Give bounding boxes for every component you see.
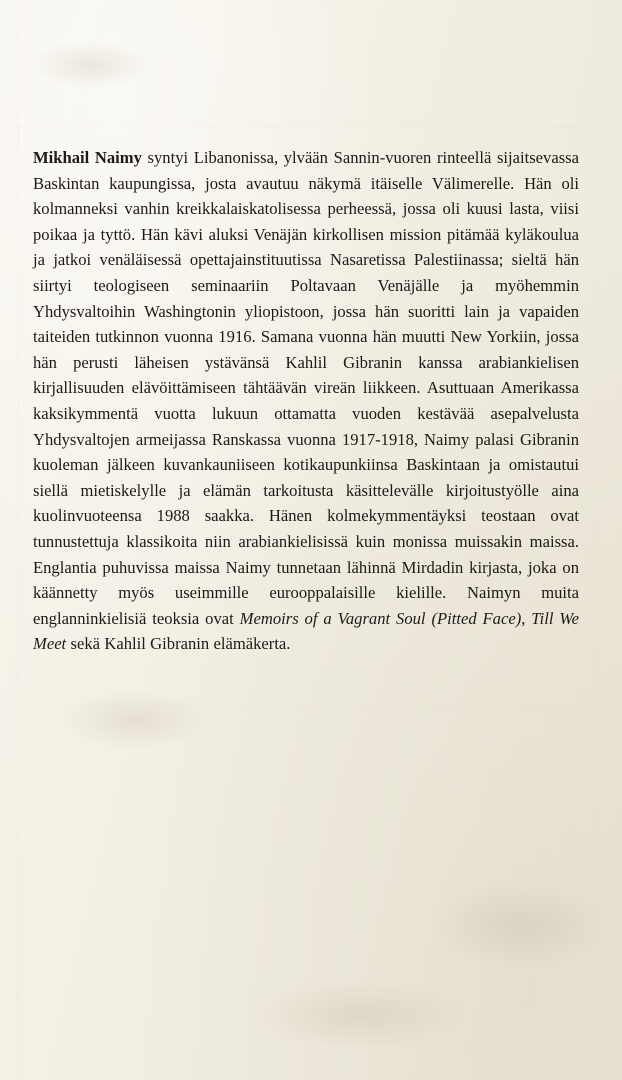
subject-name: Mikhail Naimy [33, 148, 142, 167]
paper-crease-horizontal-top [0, 126, 622, 127]
paper-smudge [430, 880, 610, 970]
body-text-segment-1: syntyi Libanonissa, ylvään Sannin-vuoren rinteellä sijaitsevassa Baskintan kaupungissa, josta avautuu näkymä itäiselle Välimerelle. Hän oli kolmanneksi vanhin kreikkalaiskatolisessa perheessä, jossa oli kuusi lasta, viisi poikaa ja tyttö. Hän kävi aluksi Venäjän kirkollisen mission pitämää kyläkoulua ja jatkoi venäläisessä opettajainstituutissa Nasaretissa Palestiinassa; sieltä hän siirtyi teologiseen seminaariin Poltavaan Venäjälle ja myöhemmin Yhdysvaltoihin Washingtonin yliopistoon, jossa hän suoritti lain ja vapaiden taiteiden tutkinnon vuonna 1916. Samana vuonna hän muutti New Yorkiin, jossa hän perusti läheisen ystävänsä Kahlil Gibranin kanssa arabiankielisen kirjallisuuden elävöittämiseen tähtäävän vireän liikkeen. Asuttuaan Amerikassa kaksikymmentä vuotta lukuun ottamatta vuoden kestävää asepalvelusta Yhdysvaltojen armeijassa Ranskassa vuonna 1917-1918, Naimy palasi Gibranin kuoleman jälkeen kuvankauniiseen kotikaupunkiinsa Baskintaan ja omistautui siellä mietiskelylle ja elämän tarkoitusta käsittelevälle kirjoitustyölle aina kuolinvuoteensa 1988 saakka. Hänen kolmekymmentäyksi teostaan ovat tunnustettuja klassikoita niin arabiankielisissä kuin monissa muissakin maissa. Englantia puhuvissa maissa Naimy tunnetaan lähinnä Mirdadin kirjasta, joka on käännetty myös useimmille eurooppalaisille kielille. Naimyn muita englanninkielisiä teoksia ovat [33, 148, 579, 628]
paper-smudge [30, 40, 150, 90]
paper-crease-vertical-right [595, 0, 596, 1080]
book-title-memoirs: Memoirs of a Vagrant Soul [239, 608, 426, 628]
paper-crease-vertical-left [18, 0, 19, 1080]
book-title-pitted-face: (Pitted Face) [431, 608, 522, 628]
book-title-till-we-meet: Till We Meet [33, 608, 580, 654]
paper-smudge [60, 690, 210, 750]
body-text-segment-4: sekä Kahlil Gibranin elämäkerta. [66, 634, 291, 654]
biography-paragraph [33, 145, 579, 657]
paper-crease-horizontal-bottom [0, 706, 622, 707]
body-text-segment-3: , [521, 608, 532, 628]
body-text-block [33, 145, 579, 657]
paper-smudge [250, 980, 470, 1050]
